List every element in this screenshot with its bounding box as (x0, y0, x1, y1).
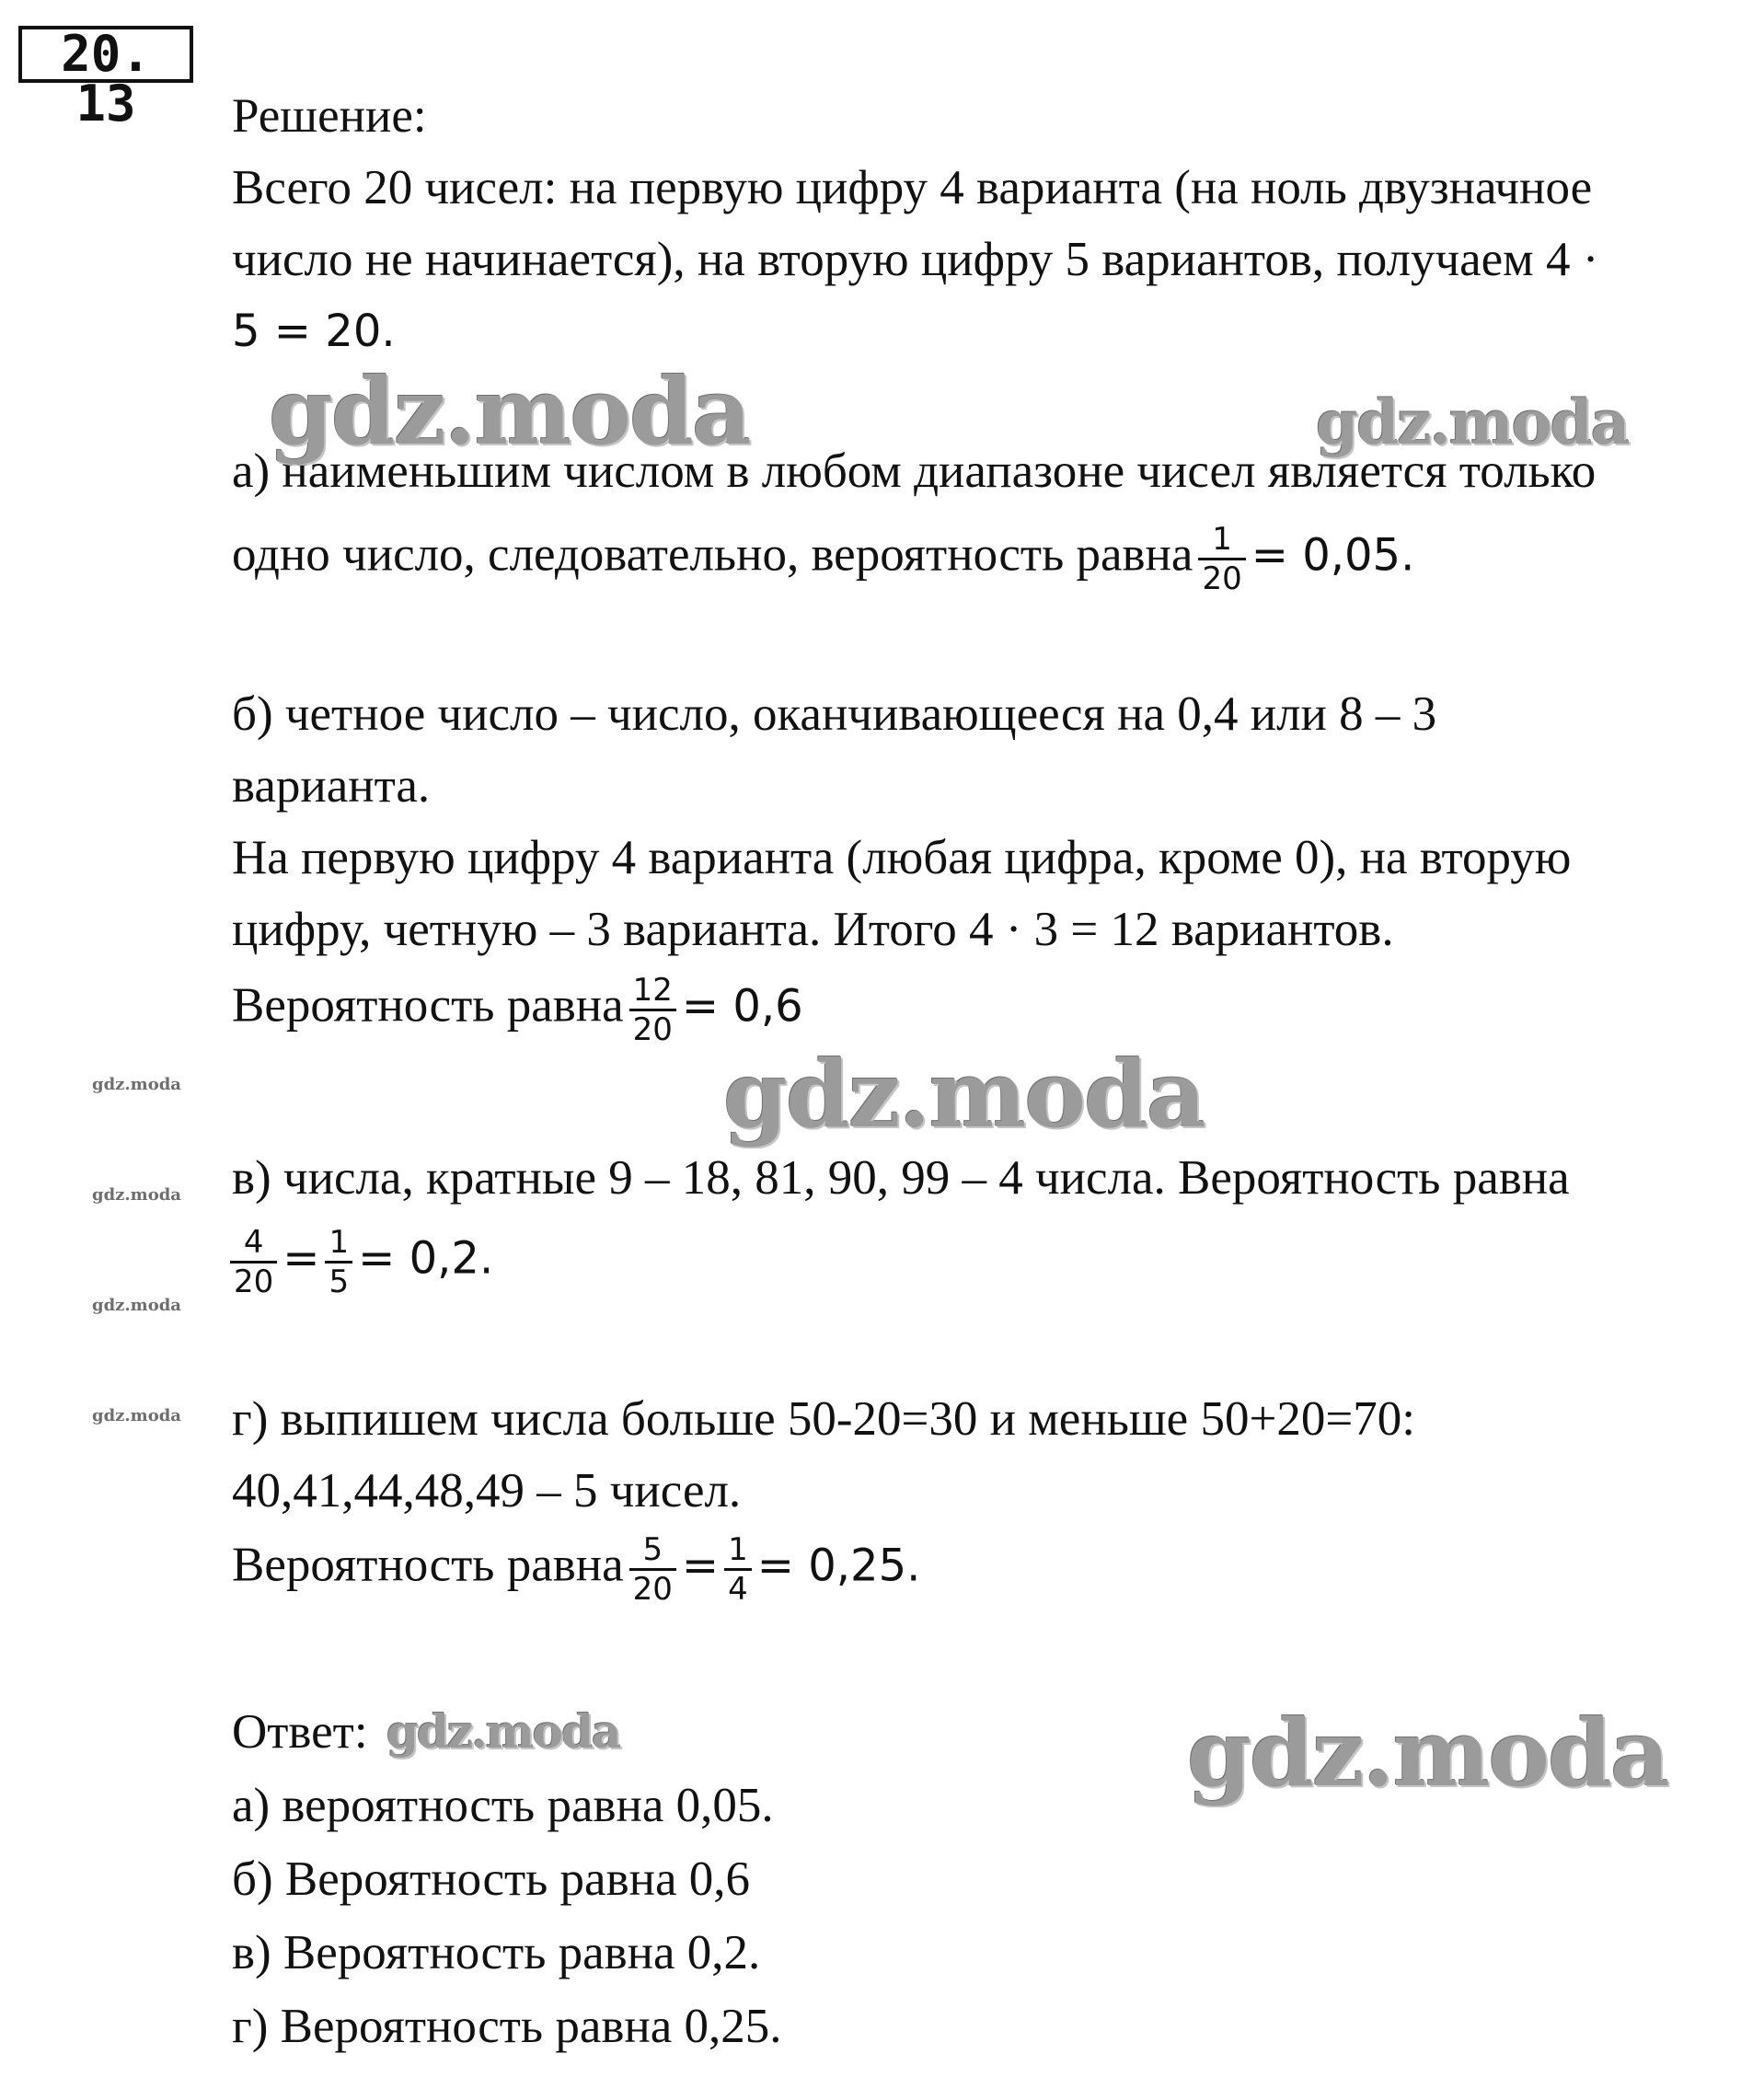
watermark-2: gdz.moda (1316, 387, 1629, 458)
part-a-fraction (1198, 521, 1245, 597)
part-g-result: = 0,25. (756, 1540, 921, 1592)
answer-a: а) вероятность равна 0,05. (232, 1779, 774, 1832)
part-v-line-1: в) числа, кратные 9 – 18, 81, 90, 99 – 4 числа. Вероятность равна (232, 1151, 1570, 1205)
part-b-text: Вероятность равна (232, 978, 624, 1033)
part-v-line-2 (225, 1224, 493, 1300)
part-a-frac-num: 1 (1198, 521, 1245, 560)
part-g-frac1-den: 20 (632, 1571, 673, 1608)
part-g-fraction-1 (629, 1531, 676, 1608)
part-a-frac-den: 20 (1202, 560, 1242, 597)
part-b-fraction (629, 972, 676, 1048)
part-v-result: = 0,2. (358, 1232, 494, 1285)
part-g-fraction-2 (724, 1531, 752, 1608)
part-v-fraction-2 (325, 1224, 352, 1300)
part-b-line-1: б) четное число – число, оканчивающееся на 0,4 или 8 – 3 (232, 687, 1437, 741)
intro-line-1: Всего 20 чисел: на первую цифру 4 варианта (на ноль двузначное (232, 161, 1593, 214)
part-v-frac2-num: 1 (325, 1224, 352, 1264)
part-v-frac1-den: 20 (234, 1264, 274, 1300)
solution-label: Решение: (232, 89, 427, 143)
answer-v: в) Вероятность равна 0,2. (232, 1926, 761, 1979)
part-g-frac1-num: 5 (629, 1531, 676, 1571)
problem-number: 20. 13 (18, 26, 193, 83)
part-a-text: одно число, следовательно, вероятность равна (232, 527, 1193, 582)
part-v-frac1-num: 4 (230, 1224, 277, 1264)
intro-line-2: число не начинается), на вторую цифру 5 вариантов, получаем 4 · (232, 233, 1599, 286)
part-a-line-1: а) наименьшим числом в любом диапазоне чисел является только (232, 444, 1597, 498)
part-g-line-2: 40,41,44,48,49 – 5 чисел. (232, 1464, 742, 1517)
watermark-tiny-4: gdz.moda (92, 1406, 181, 1425)
part-b-frac-num: 12 (629, 972, 676, 1011)
part-b-line-2: варианта. (232, 759, 431, 813)
part-b-frac-den: 20 (632, 1011, 673, 1048)
watermark-1: gdz.moda (269, 357, 750, 466)
part-v-frac2-den: 5 (329, 1264, 350, 1300)
part-b-line-3: На первую цифру 4 варианта (любая цифра, кроме 0), на вторую (232, 831, 1572, 884)
part-a-result: = 0,05. (1251, 529, 1415, 582)
part-g-line-1: г) выпишем числа больше 50-20=30 и меньше 50+20=70: (232, 1392, 1415, 1446)
part-g-text: Вероятность равна (232, 1538, 624, 1592)
answer-label: Ответ: (232, 1705, 368, 1759)
watermark-tiny-1: gdz.moda (92, 1075, 181, 1094)
part-g-line-3 (232, 1531, 920, 1608)
watermark-3: gdz.moda (723, 1040, 1205, 1148)
answer-g: г) Вероятность равна 0,25. (232, 2000, 782, 2053)
answer-b: б) Вероятность равна 0,6 (232, 1852, 750, 1906)
watermark-5: gdz.moda (1187, 1699, 1668, 1807)
part-g-eq: = (681, 1540, 720, 1592)
part-v-eq: = (282, 1232, 320, 1285)
part-v-fraction-1 (230, 1224, 277, 1300)
part-b-line-5 (232, 972, 803, 1048)
part-a-line-2 (232, 521, 1414, 597)
part-g-frac2-num: 1 (724, 1531, 752, 1571)
part-b-line-4: цифру, четную – 3 варианта. Итого 4 · 3 = 12 вариантов. (232, 903, 1394, 956)
watermark-tiny-3: gdz.moda (92, 1296, 181, 1315)
watermark-4: gdz.moda (386, 1704, 620, 1759)
watermark-tiny-2: gdz.moda (92, 1185, 181, 1205)
part-g-frac2-den: 4 (728, 1571, 748, 1608)
part-b-result: = 0,6 (681, 980, 803, 1033)
intro-line-3: 5 = 20. (232, 306, 396, 357)
